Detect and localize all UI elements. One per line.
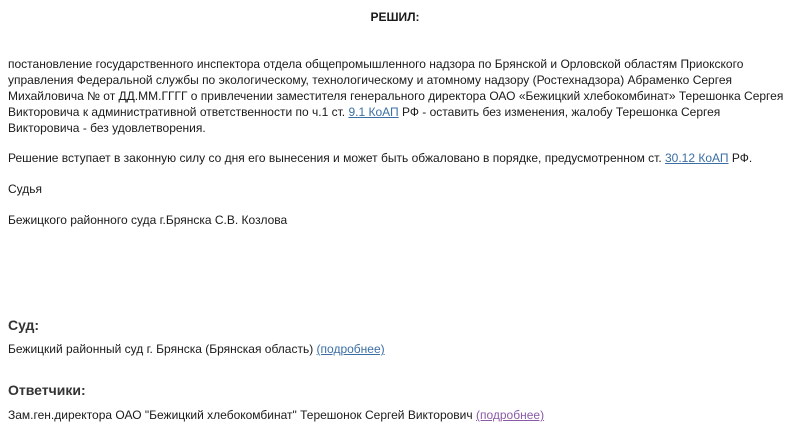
judge-label: Судья: [8, 182, 43, 196]
defendant-more-link[interactable]: (подробнее): [475, 408, 545, 422]
defendant-name: Зам.ген.директора ОАО "Бежицкий хлебокомбинат" Терешонок Сергей Викторович: [8, 408, 476, 422]
decision-text-part-2: РФ - оставить без изменения, жалобу Терешонка Сергея Викторовича - без удовлетворения.: [8, 105, 721, 135]
judge-signature: Бежицкого районного суда г.Брянска С.В. Козлова: [8, 213, 288, 227]
koap-30-12-link[interactable]: 30.12 КоАП: [665, 151, 729, 165]
effect-paragraph: [8, 150, 784, 166]
decision-paragraph: [8, 56, 784, 136]
effect-text-part-1: Решение вступает в законную силу со дня его вынесения и может быть обжаловано в порядке, предусмотренном ст.: [8, 151, 665, 165]
court-more-link[interactable]: (подробнее): [316, 342, 385, 356]
court-section-title: Суд:: [8, 317, 40, 333]
decision-heading: РЕШИЛ:: [370, 10, 420, 24]
effect-text-part-2: РФ.: [728, 151, 753, 165]
court-name: Бежицкий районный суд г. Брянска (Брянская область): [8, 342, 317, 356]
decision-text-part-1: постановление государственного инспектора отдела общепромышленного надзора по Брянской и Орловской областям Приокского управления Федеральной службы по экологическому, технологическому и атомному надзору (Ростехнадзора) Абраменко Сергея Михайловича № от ДД.ММ.ГГГГ о привлечении заместителя генерального директора ОАО «Бежицкий хлебокомбинат» Терешонка Сергея Викторовича к административной ответственности по ч.1 ст.: [8, 57, 784, 119]
court-section-text: [8, 341, 385, 357]
defendants-section-title: Ответчики:: [8, 382, 86, 398]
koap-9-1-link[interactable]: 9.1 КоАП: [348, 105, 399, 119]
defendants-section-text: [8, 407, 544, 423]
